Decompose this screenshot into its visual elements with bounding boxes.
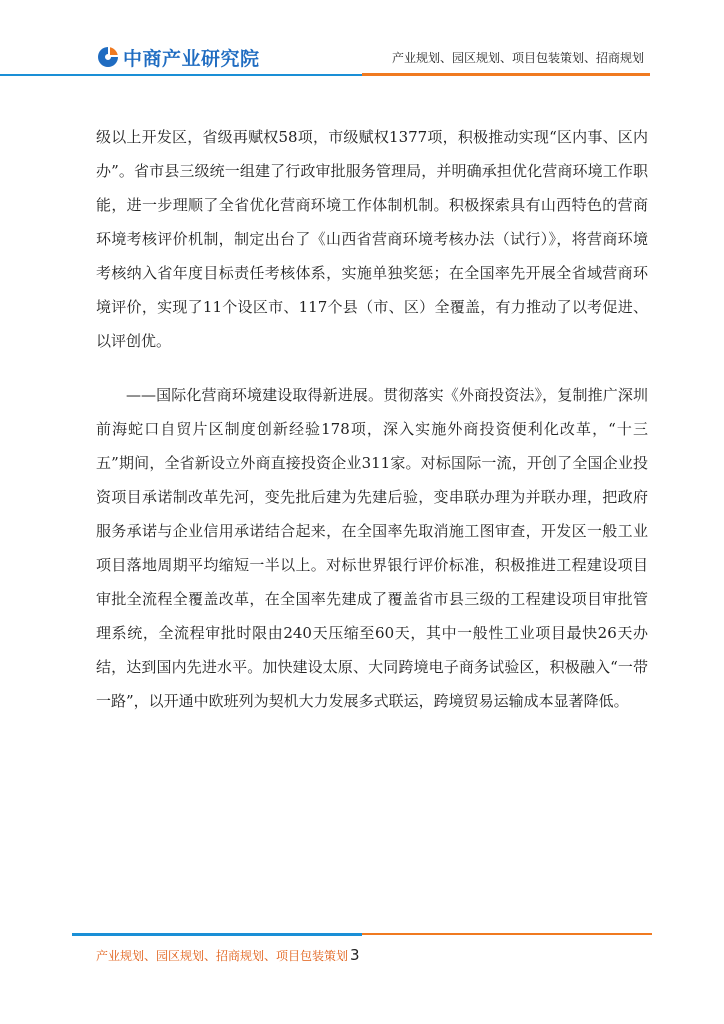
header-divider-orange — [362, 73, 650, 76]
header-tagline: 产业规划、园区规划、项目包装策划、招商规划 — [391, 51, 644, 65]
logo-mark-icon — [96, 45, 120, 69]
page-header — [0, 0, 724, 80]
footer-tagline: 产业规划、园区规划、招商规划、项目包装策划 — [96, 949, 349, 963]
body-paragraph: ——国际化营商环境建设取得新进展。贯彻落实《外商投资法》，复制推广深圳前海蛇口自贸片区制度创新经验178项，深入实施外商投资便利化改革，“十三五”期间，全省新设立外商直接投资企业311家。对标国际一流，开创了全国企业投资项目承诺制改革先河，变先批后建为先建后验，变串联办理为并联办理，把政府服务承诺与企业信用承诺结合起来，在全国率先取消施工图审查，开发区一般工业项目落地周期平均缩短一半以上。对标世界银行评价标准，积极推进工程建设项目审批全流程全覆盖改革，在全国率先建成了覆盖省市县三级的工程建设项目审批管理系统，全流程审批时限由240天压缩至60天，其中一般性工业项目最快26天办结，达到国内先进水平。加快建设太原、大同跨境电子商务试验区，积极融入“一带一路”，以开通中欧班列为契机大力发展多式联运，跨境贸易运输成本显著降低。 — [96, 386, 648, 710]
footer-divider-orange — [362, 933, 652, 935]
page-footer — [96, 946, 360, 964]
body-paragraph: 级以上开发区，省级再赋权58项，市级赋权1377项，积极推动实现“区内事、区内办”。省市县三级统一组建了行政审批服务管理局，并明确承担优化营商环境工作职能，进一步理顺了全省优化营商环境工作体制机制。积极探索具有山西特色的营商环境考核评价机制，制定出台了《山西省营商环境考核办法（试行）》，将营商环境考核纳入省年度目标责任考核体系，实施单独奖惩；在全国率先开展全省域营商环境评价，实现了11个设区市、117个县（市、区）全覆盖，有力推动了以考促进、以评创优。 — [96, 128, 648, 350]
page-number: 3 — [350, 946, 360, 964]
logo-text: 中商产业研究院 — [123, 47, 260, 70]
document-body — [96, 120, 648, 718]
footer-divider-blue — [72, 933, 362, 936]
header-divider-blue — [0, 74, 362, 76]
company-logo — [96, 44, 260, 70]
